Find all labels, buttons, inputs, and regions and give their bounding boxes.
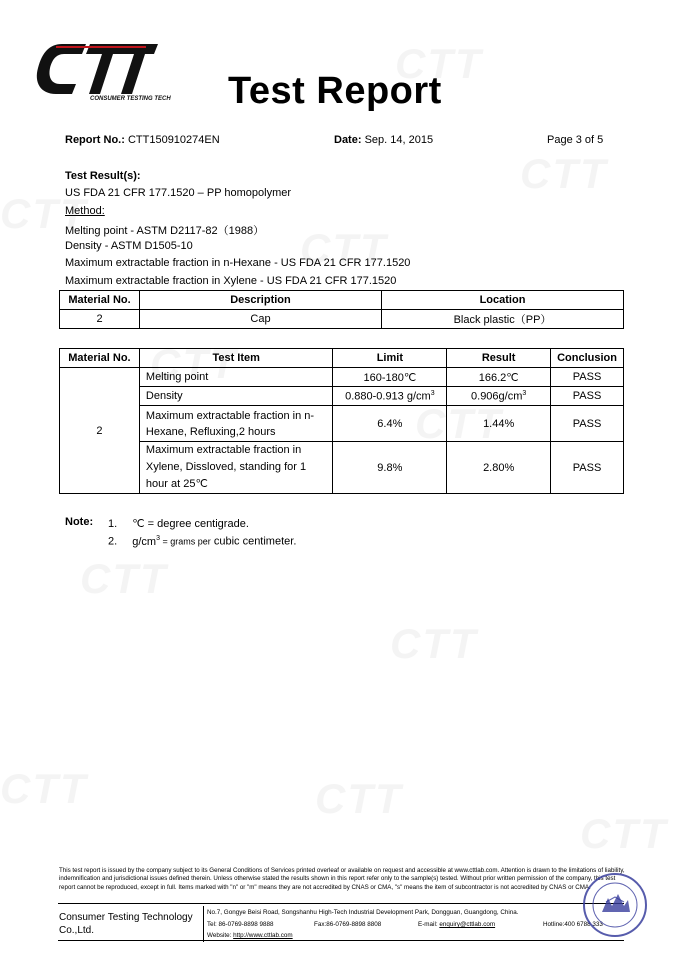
footer-address: No.7, Gongye Beisi Road, Songshanhu High-Tech Industrial Development Park, Dongguan, Guangdong, China. [207, 909, 519, 916]
footer-fax: Fax:86-0769-8898 8808 [314, 921, 382, 928]
method-label: Method: [65, 205, 105, 217]
cell-limit: 9.8% [333, 442, 447, 494]
cell-description: Cap [140, 310, 382, 329]
email-link[interactable]: enquiry@cttlab.com [439, 921, 496, 928]
col-location: Location [382, 291, 624, 310]
cell-result: 2.80% [447, 442, 551, 494]
footer-hotline: Hotline:400 6788 333 [543, 921, 603, 928]
test-results-table [59, 348, 624, 494]
logo-tagline: CONSUMER TESTING TECH [90, 96, 171, 102]
cell-conclusion: PASS [551, 387, 624, 406]
watermark [520, 150, 608, 198]
page-title: Test Report [228, 70, 442, 112]
cell-result: 1.44% [447, 406, 551, 442]
cell-material-no: 2 [60, 310, 140, 329]
results-standard: US FDA 21 CFR 177.1520 – PP homopolymer [65, 187, 292, 199]
cell-test-item: Melting point [139, 368, 333, 387]
table-row [60, 387, 624, 406]
method-item: Density - ASTM D1505-10 [65, 240, 193, 252]
footer-disclaimer: This test report is issued by the company subject to its General Conditions of Services printed overleaf or available on request and accessible at www.cttlab.com. Attention is drawn to the limitations of liability, indemnification and jurisdictional issues defined therein. Unless otherwise stated the results shown in this report refer only to the sample(s) tested. Without prior written permission of the company, this test report cannot be reproduced, except in full. Items marked with "n" or "m" means they are not accredited by CNAS or CMA, "s" means the item of subcontractor is not accredited by CNAS or CMA. [59, 867, 625, 891]
footer-company: Consumer Testing Technology Co.,Ltd. [59, 912, 193, 936]
watermark [390, 620, 478, 668]
footer-divider [58, 903, 624, 904]
table-header-row [60, 349, 624, 368]
company-seal [582, 872, 648, 938]
col-result: Result [447, 349, 551, 368]
cell-conclusion: PASS [551, 442, 624, 494]
col-conclusion: Conclusion [551, 349, 624, 368]
report-number: Report No.: CTT150910274EN [65, 134, 220, 146]
cell-test-item: Density [139, 387, 333, 406]
watermark [80, 555, 168, 603]
material-table [59, 290, 624, 329]
cell-location: Black plastic（PP） [382, 310, 624, 329]
website-link[interactable]: http://www.cttlab.com [233, 932, 293, 939]
table-header-row [60, 291, 624, 310]
method-item: Melting point - ASTM D2117-82（1988） [65, 225, 265, 237]
note-label: Note: [65, 516, 94, 528]
cell-test-item: Maximum extractable fraction in Xylene, Dissloved, standing for 1 hour at 25℃ [139, 442, 333, 494]
col-material-no: Material No. [60, 349, 140, 368]
watermark [0, 765, 88, 813]
cell-conclusion: PASS [551, 368, 624, 387]
table-row [60, 368, 624, 387]
results-heading: Test Result(s): [65, 170, 141, 182]
ctt-logo [34, 38, 171, 102]
cell-result: 166.2℃ [447, 368, 551, 387]
watermark [315, 775, 403, 823]
report-date: Date: Sep. 14, 2015 [334, 134, 434, 146]
watermark [580, 810, 668, 858]
method-item: Maximum extractable fraction in Xylene - US FDA 21 CFR 177.1520 [65, 275, 397, 287]
table-row [60, 406, 624, 442]
cell-limit: 0.880-0.913 $g/cm^3$ [333, 387, 447, 406]
table-row [60, 442, 624, 494]
cell-material-no: 2 [60, 368, 140, 494]
col-limit: Limit [333, 349, 447, 368]
cell-conclusion: PASS [551, 406, 624, 442]
footer-tel: Tel: 86-0769-8898 9888 [207, 921, 274, 928]
cell-limit: 160-180℃ [333, 368, 447, 387]
cell-result: $0.906g/cm^3$ [447, 387, 551, 406]
page-number: Page 3 of 5 [547, 134, 604, 146]
note-item: 1. ℃ = degree centigrade. [108, 518, 249, 530]
method-item: Maximum extractable fraction in n-Hexane - US FDA 21 CFR 177.1520 [65, 257, 411, 269]
footer-divider [58, 940, 624, 941]
col-material-no: Material No. [60, 291, 140, 310]
table-row [60, 310, 624, 329]
footer-website: Website: http://www.cttlab.com [207, 932, 293, 939]
footer-email: E-mail: enquiry@cttlab.com [418, 921, 496, 928]
cell-test-item: Maximum extractable fraction in n-Hexane, Refluxing,2 hours [139, 406, 333, 442]
cell-limit: 6.4% [333, 406, 447, 442]
note-item: 2. $g/cm^3$ = grams per cubic centimeter. [108, 535, 297, 548]
col-test-item: Test Item [139, 349, 333, 368]
col-description: Description [140, 291, 382, 310]
